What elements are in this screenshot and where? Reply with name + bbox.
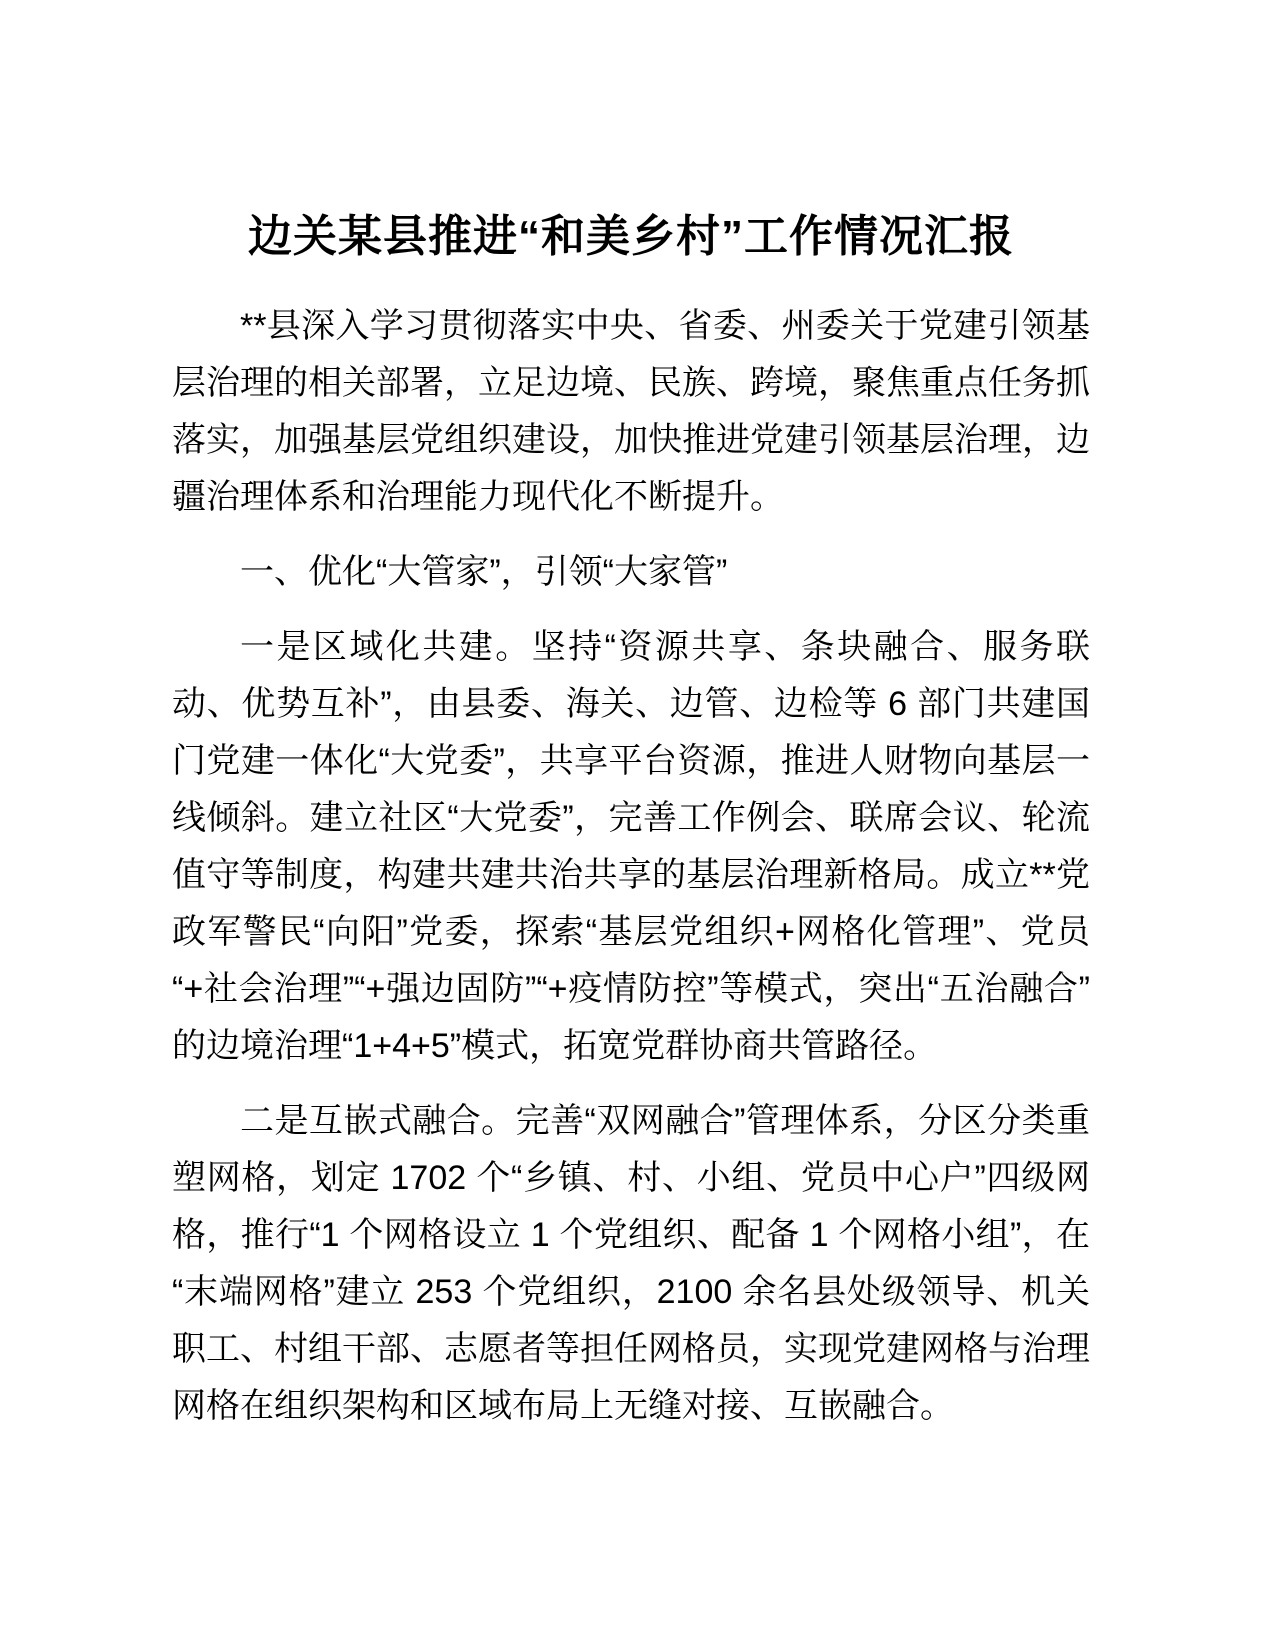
document-title: 边关某县推进“和美乡村”工作情况汇报 bbox=[248, 212, 1014, 261]
body-paragraph: **县深入学习贯彻落实中央、省委、州委关于党建引领基层治理的相关部署，立足边境、民族、跨境，聚焦重点任务抓落实，加强基层党组织建设，加快推进党建引领基层治理，边疆治理体系和治理能力现代化不断提升。 bbox=[172, 307, 1090, 516]
body-paragraph: 一是区域化共建。坚持“资源共享、条块融合、服务联动、优势互补”，由县委、海关、边管、边检等 6 部门共建国门党建一体化“大党委”，共享平台资源，推进人财物向基层一线倾斜。建立社区“大党委”，完善工作例会、联席会议、轮流值守等制度，构建共建共治共享的基层治理新格局。成立**党政军警民“向阳”党委，探索“基层党组织+网格化管理”、党员“+社会治理”“+强边固防”“+疫情防控”等模式，突出“五治融合”的边境治理“1+4+5”模式，拓宽党群协商共管路径。 bbox=[172, 628, 1090, 1065]
section-heading: 一、优化“大管家”，引领“大家管” bbox=[240, 553, 728, 591]
body-paragraph: 二是互嵌式融合。完善“双网融合”管理体系，分区分类重塑网格，划定 1702 个“乡镇、村、小组、党员中心户”四级网格，推行“1 个网格设立 1 个党组织、配备 1 个网格小组”，在“末端网格”建立 253 个党组织，2100 余名县处级领导、机关职工、村组干部、志愿者等担任网格员，实现党建网格与治理网格在组织架构和区域布局上无缝对接、互嵌融合。 bbox=[172, 1102, 1090, 1425]
